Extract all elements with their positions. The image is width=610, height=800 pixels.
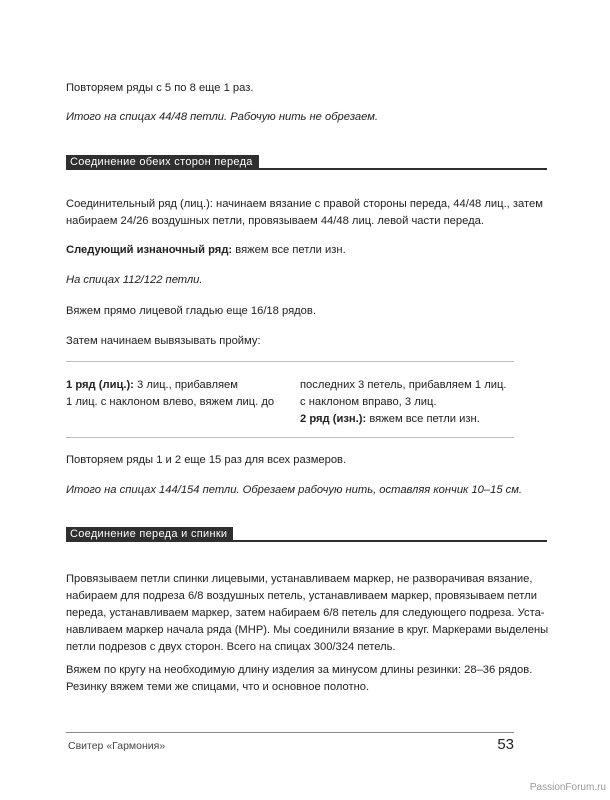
text-line: набираем для подреза 6/8 воздушных петель, устанавливаем маркер, провязываем петли (66, 590, 537, 602)
paragraph-repeat-rows: Повторяем ряды с 5 по 8 еще 1 раз. (66, 82, 254, 94)
paragraph-repeat-1-2: Повторяем ряды 1 и 2 еще 15 раз для всех размеров. (66, 454, 347, 466)
section-title: Соединение обеих сторон переда (66, 155, 259, 169)
text-line: последних 3 петель, прибавляем 1 лиц. (300, 379, 507, 391)
instruction-column-left (66, 377, 274, 411)
paragraph-knit-round (66, 662, 532, 696)
text-line: Провязываем петли спинки лицевыми, устанавливаем маркер, не разворачивая вязание, (66, 573, 533, 585)
paragraph-next-purl-row (66, 242, 346, 259)
text-line: навливаем маркер начала ряда (МНР). Мы соединили вязание в круг. Маркерами выделены (66, 624, 549, 636)
watermark: PassionForum.ru (529, 782, 606, 793)
text-line: набираем 24/26 воздушных петли, провязываем 44/48 лиц. левой части переда. (66, 215, 484, 227)
row-instruction: вяжем все петли изн. (232, 244, 346, 256)
paragraph-knit-straight: Вяжем прямо лицевой гладью еще 16/18 рядов. (66, 305, 316, 317)
text-line: с наклоном вправо, 3 лиц. (300, 396, 437, 408)
section-header (66, 527, 233, 541)
text-line: Вяжем по кругу на необходимую длину изделия за минусом длины резинки: 28–36 рядов. (66, 664, 533, 676)
paragraph-total-144: Итого на спицах 144/154 петли. Обрезаем рабочую нить, оставляя кончик 10–15 см. (66, 484, 523, 496)
row-label: Следующий изнаночный ряд: (66, 244, 233, 256)
paragraph-on-needles: На спицах 112/122 петли. (66, 274, 203, 286)
footer-title: Свитер «Гармония» (68, 740, 166, 752)
paragraph-total-stitches: Итого на спицах 44/48 петли. Рабочую нить не обрезаем. (66, 111, 379, 123)
text-line: петли подрезов с двух сторон. Всего на спицах 300/324 петель. (66, 641, 396, 653)
page-number: 53 (497, 736, 514, 753)
divider (66, 437, 514, 438)
row-instruction: вяжем все петли изн. (366, 413, 480, 425)
footer-rule (66, 732, 514, 733)
divider (66, 361, 514, 362)
text-line: переда, устанавливаем маркер, затем набираем 6/8 петель для следующего подреза. Уста- (66, 607, 545, 619)
row-label: 1 ряд (лиц.): (66, 379, 134, 391)
instruction-column-right (300, 377, 507, 428)
text-line: Резинку вяжем теми же спицами, что и основное полотно. (66, 681, 370, 693)
text-line: 1 лиц. с наклоном влево, вяжем лиц. до (66, 396, 275, 408)
paragraph-armhole-intro: Затем начинаем вывязывать пройму: (66, 335, 261, 347)
section-header (66, 155, 259, 169)
row-instruction: 3 лиц., прибавляем (133, 379, 238, 391)
section-title: Соединение переда и спинки (66, 527, 233, 541)
text-line: Соединительный ряд (лиц.): начинаем вязание с правой стороны переда, 44/48 лиц., затем (66, 198, 543, 210)
text-line (300, 411, 507, 428)
paragraph-join-front-back (66, 571, 548, 656)
paragraph-joining-row (66, 196, 543, 230)
row-label: 2 ряд (изн.): (300, 413, 367, 425)
text-line (66, 377, 274, 394)
